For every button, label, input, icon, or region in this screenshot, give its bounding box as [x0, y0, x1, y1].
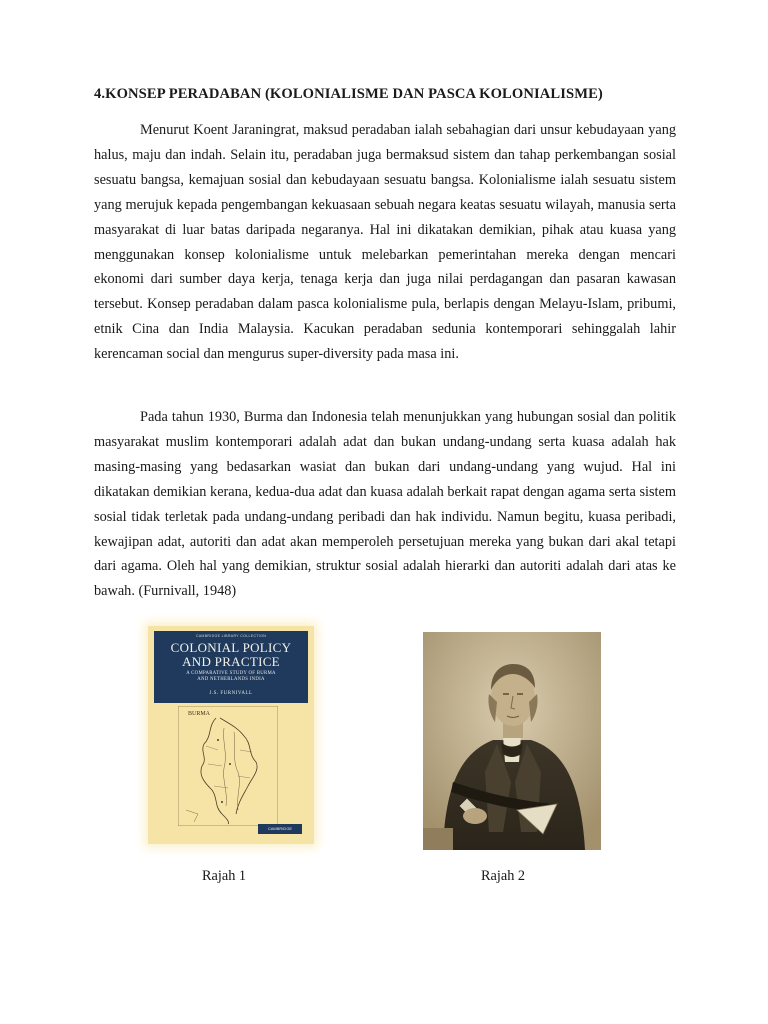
- cover-series-label: CAMBRIDGE LIBRARY COLLECTION: [195, 634, 267, 638]
- cover-title: [158, 641, 304, 668]
- cover-publisher-logo: CAMBRIDGE: [258, 824, 302, 834]
- paragraph-1: Menurut Koent Jaraningrat, maksud peradaban ialah sebahagian dari unsur kebudayaan yang halus, maju dan indah. Selain itu, peradaban juga bermaksud sistem dan tahap perkembangan sosial sesuatu bangsa, kemajuan sosial dan kebudayaan sesuatu bangsa. Kolonialisme ialah sesuatu sistem yang merujuk kepada pengembangan kekuasaan sebuah negara keatas sesuatu wilayah, manusia serta masyarakat di luar batas daripada negaranya. Hal ini dikatakan demikian, pihak atau kuasa yang menggunakan konsep kolonialisme untuk melebarkan pemerintahan mereka dengan mencari ekonomi dari sumber daya kerja, tenaga kerja dan juga nilai perdagangan dan pasaran kawasan tersebut. Konsep peradaban dalam pasca kolonialisme pula, berlapis dengan Melayu-Islam, pribumi, etnik Cina dan India Malaysia. Kacukan peradaban sedunia kontemporari sehinggalah lahir kerencaman social dan mengurus super-diversity pada masa ini.: [94, 122, 676, 363]
- cover-title-band: [154, 631, 308, 703]
- cover-subtitle: [162, 671, 300, 682]
- cover-map-label: BURMA: [188, 711, 211, 717]
- cover-subtitle-line-1: A COMPARATIVE STUDY OF BURMA: [186, 671, 276, 676]
- figure-1-caption: Rajah 1: [202, 868, 247, 884]
- cover-title-line-2: AND PRACTICE: [182, 653, 280, 669]
- figure-1-book-cover: [148, 626, 314, 844]
- figure-2-portrait: [423, 632, 601, 850]
- cover-title-line-1: COLONIAL POLICY: [170, 640, 292, 655]
- cover-subtitle-line-2: AND NETHERLANDS INDIA: [197, 676, 265, 682]
- book-cover-image: [148, 626, 314, 844]
- cover-map-illustration: [178, 706, 278, 826]
- portrait-photo: [423, 632, 601, 850]
- paragraph-2: Pada tahun 1930, Burma dan Indonesia telah menunjukkan yang hubungan sosial dan politik masyarakat muslim kontemporari adalah adat dan bukan undang-undang serta kuasa adalah hak masing-masing yang bedasarkan wasiat dan bukan dari undang-undang yang wujud. Hal ini dikatakan demikian kerana, kedua-dua adat dan kuasa adalah berkait rapat dengan agama serta sistem sosial tidak terletak pada undang-undang peribadi dan hak individu. Namun begitu, kuasa peribadi, kewajipan adat, autoriti dan adat akan memperoleh persetujuan mereka yang bukan dari akal tetapi dari agama. Oleh hal yang demikian, struktur sosial adalah hierarki dan autoriti adalah dari atas ke bawah. (Furnivall, 1948): [94, 409, 676, 600]
- section-heading: 4.KONSEP PERADABAN (KOLONIALISME DAN PASCA KOLONIALISME): [94, 86, 603, 102]
- figure-2-caption: Rajah 2: [481, 868, 526, 884]
- cover-author: J.S. FURNIVALL: [209, 691, 253, 696]
